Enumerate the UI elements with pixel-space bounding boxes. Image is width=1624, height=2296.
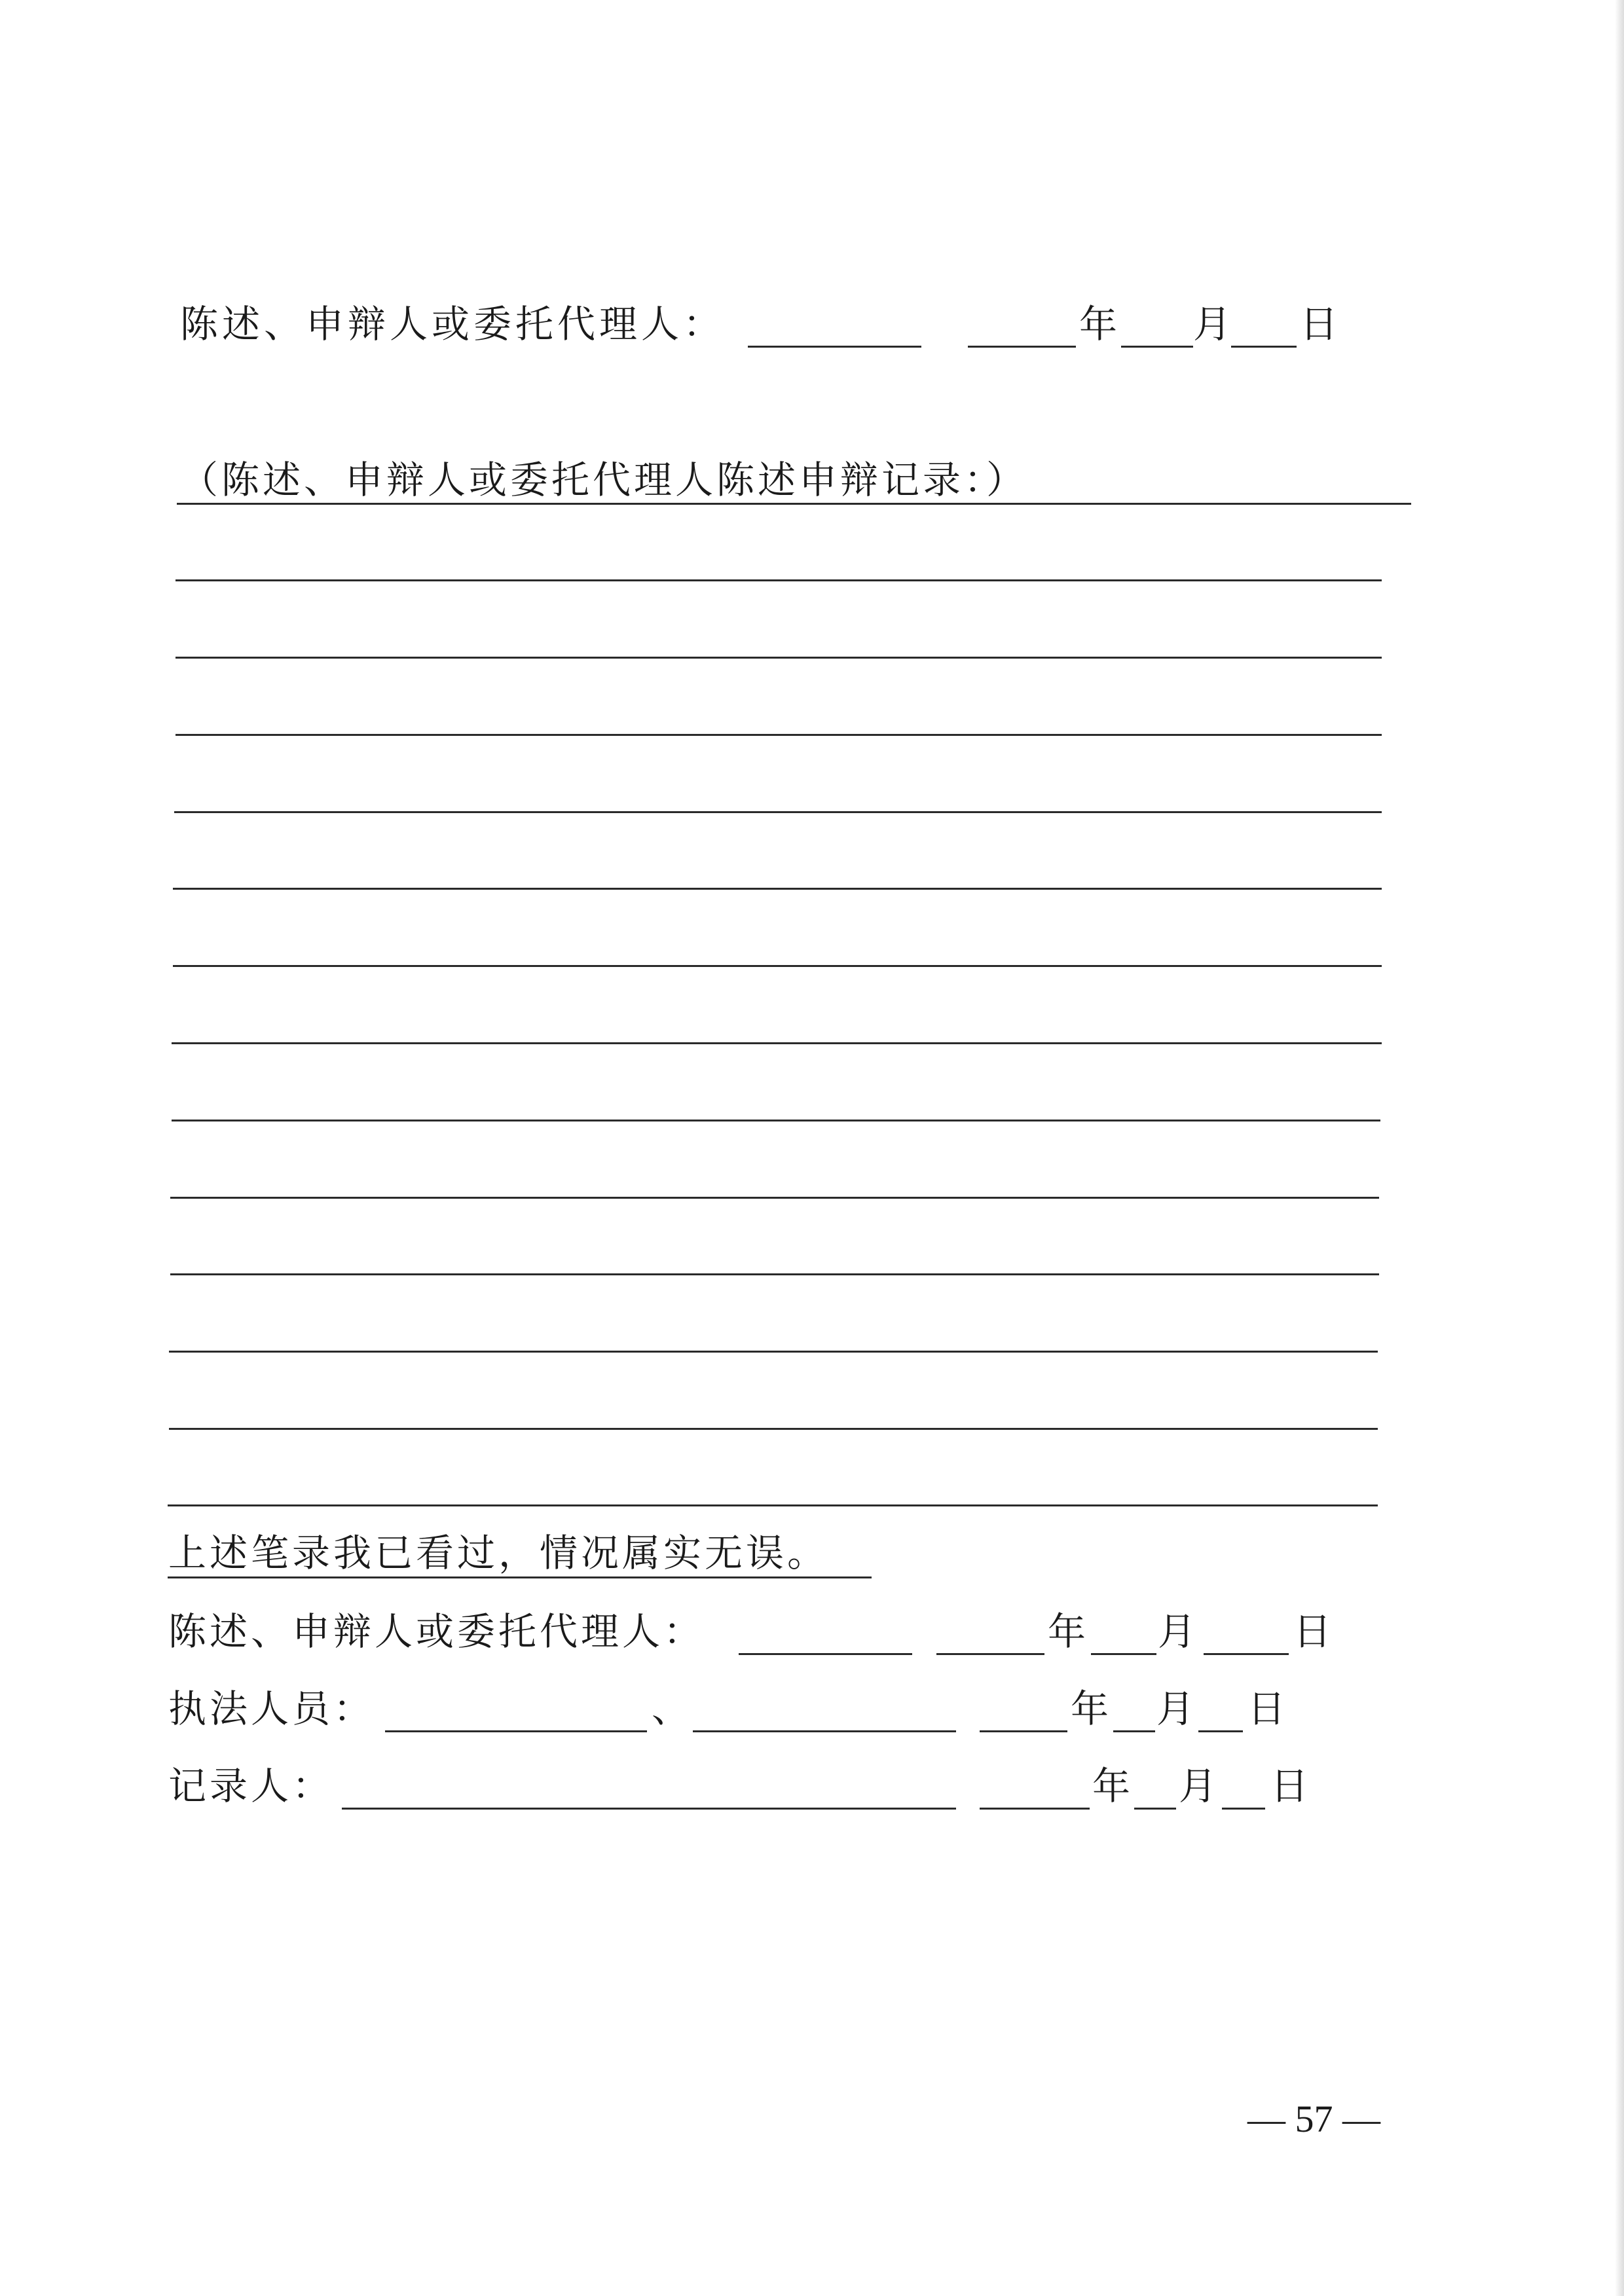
recorder-signature-year-label: 年 bbox=[1092, 1764, 1135, 1808]
recorder-signature-month-field[interactable] bbox=[1134, 1808, 1176, 1810]
officers-signature-day-label: 日 bbox=[1247, 1686, 1290, 1731]
page-edge-shadow bbox=[1615, 0, 1624, 2296]
party-signature-day-label: 日 bbox=[1293, 1609, 1336, 1654]
party-signature-month-label: 月 bbox=[1158, 1609, 1200, 1654]
record-line[interactable] bbox=[174, 811, 1382, 813]
confirmation-underline bbox=[168, 1576, 872, 1578]
party-signature-month-field[interactable] bbox=[1091, 1653, 1156, 1655]
top-signature-day-label: 日 bbox=[1300, 302, 1342, 346]
recorder-signature-day-label: 日 bbox=[1270, 1764, 1313, 1808]
page-number: — 57 — bbox=[1247, 2098, 1380, 2140]
officer-1-name-field[interactable] bbox=[385, 1730, 647, 1732]
top-signature-day-field[interactable] bbox=[1231, 346, 1297, 348]
record-line[interactable] bbox=[173, 888, 1382, 890]
top-signature-year-field[interactable] bbox=[968, 346, 1076, 348]
record-line[interactable] bbox=[175, 579, 1382, 581]
recorder-signature-month-label: 月 bbox=[1179, 1764, 1221, 1808]
top-signature-month-field[interactable] bbox=[1121, 346, 1193, 348]
party-signature-year-label: 年 bbox=[1048, 1609, 1090, 1654]
officers-separator: 、 bbox=[652, 1686, 694, 1731]
officers-signature-label: 执法人员： bbox=[168, 1686, 375, 1731]
party-signature-name-field[interactable] bbox=[739, 1653, 912, 1655]
recorder-signature-day-field[interactable] bbox=[1222, 1808, 1265, 1810]
record-line[interactable] bbox=[169, 1428, 1378, 1430]
recorder-signature-year-field[interactable] bbox=[980, 1808, 1090, 1810]
party-signature-year-field[interactable] bbox=[936, 1653, 1044, 1655]
officers-signature-year-field[interactable] bbox=[980, 1730, 1067, 1732]
top-signature-name-field[interactable] bbox=[748, 346, 921, 348]
record-line[interactable] bbox=[169, 1351, 1378, 1353]
record-line[interactable] bbox=[172, 1042, 1382, 1044]
record-line[interactable] bbox=[170, 1273, 1379, 1275]
record-line[interactable] bbox=[172, 1120, 1380, 1121]
officer-2-name-field[interactable] bbox=[693, 1730, 956, 1732]
officers-signature-month-field[interactable] bbox=[1113, 1730, 1155, 1732]
top-signature-year-label: 年 bbox=[1079, 302, 1122, 346]
record-line[interactable] bbox=[175, 734, 1382, 736]
recorder-name-field[interactable] bbox=[342, 1808, 956, 1810]
record-line[interactable] bbox=[175, 657, 1382, 659]
record-line[interactable] bbox=[170, 1197, 1379, 1199]
officers-signature-month-label: 月 bbox=[1156, 1686, 1199, 1731]
confirmation-statement: 上述笔录我已看过，情况属实无误。 bbox=[168, 1531, 829, 1575]
top-signature-month-label: 月 bbox=[1193, 302, 1236, 346]
officers-signature-year-label: 年 bbox=[1071, 1686, 1113, 1731]
officers-signature-day-field[interactable] bbox=[1198, 1730, 1243, 1732]
record-line[interactable] bbox=[168, 1504, 1378, 1506]
party-signature-day-field[interactable] bbox=[1204, 1653, 1289, 1655]
record-line[interactable] bbox=[173, 965, 1382, 967]
record-heading-rule bbox=[177, 503, 1411, 505]
party-signature-label: 陈述、申辩人或委托代理人： bbox=[168, 1609, 705, 1654]
record-heading: （陈述、申辩人或委托代理人陈述申辩记录：） bbox=[180, 458, 1028, 502]
recorder-signature-label: 记录人： bbox=[168, 1764, 334, 1808]
top-signature-label: 陈述、申辩人或委托代理人： bbox=[180, 302, 726, 346]
